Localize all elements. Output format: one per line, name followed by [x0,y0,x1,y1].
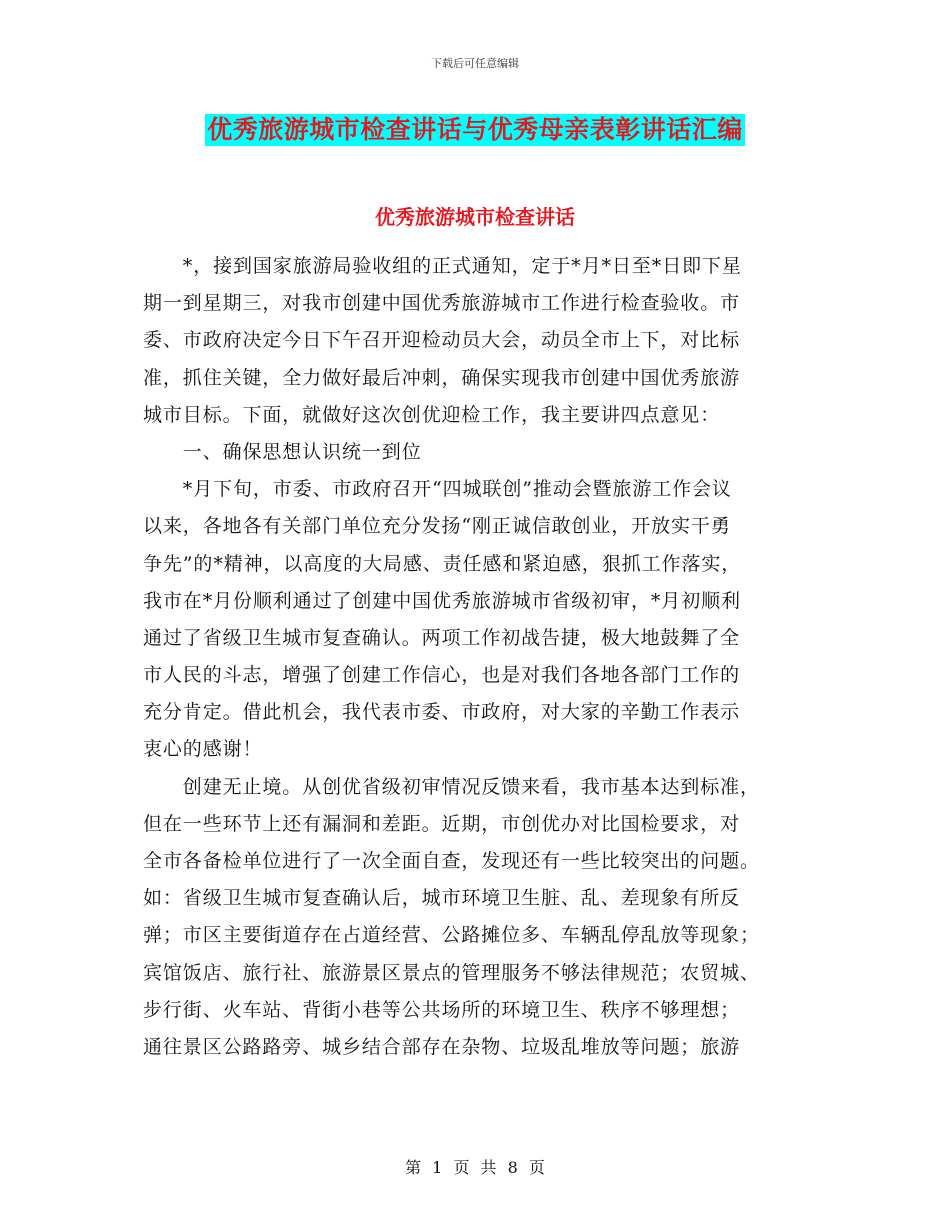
section-title: 优秀旅游城市检查讲话 [375,205,575,229]
text-line: 以来，各地各有关部门单位充分发扬“刚正诚信敢创业，开放实干勇 [143,515,731,538]
text-line: 争先”的*精神，以高度的大局感、责任感和紧迫感，狠抓工作落实， [143,552,742,575]
text-line: 我市在*月份顺利通过了创建中国优秀旅游城市省级初审，*月初顺利 [143,589,741,612]
text-line: 通往景区公路路旁、城乡结合部存在杂物、垃圾乱堆放等问题；旅游 [143,1035,741,1058]
page-header-note: 下载后可任意编辑 [431,57,519,70]
text-line: 充分肯定。借此机会，我代表市委、市政府，对大家的辛勤工作表示 [143,701,741,724]
text-line: 创建无止境。从创优省级初审情况反馈来看，我市基本达到标准， [143,775,760,798]
text-line: 如：省级卫生城市复查确认后，城市环境卫生脏、乱、差现象有所反 [143,887,741,910]
text-line: 期一到星期三，对我市创建中国优秀旅游城市工作进行检查验收。市 [143,292,741,315]
text-line: 委、市政府决定今日下午召开迎检动员大会，动员全市上下，对比标 [143,329,741,352]
main-title-container [0,114,950,146]
text-line: 但在一些环节上还有漏洞和差距。近期，市创优办对比国检要求，对 [143,812,741,835]
text-line: 城市目标。下面，就做好这次创优迎检工作，我主要讲四点意见： [143,403,721,426]
text-line: 通过了省级卫生城市复查确认。两项工作初战告捷，极大地鼓舞了全 [143,626,741,649]
main-title: 优秀旅游城市检查讲话与优秀母亲表彰讲话汇编 [207,115,743,144]
text-line: 宾馆饭店、旅行社、旅游景区景点的管理服务不够法律规范；农贸城、 [143,961,760,984]
text-line: 衷心的感谢！ [143,738,263,761]
text-line: *月下旬，市委、市政府召开“四城联创”推动会暨旅游工作会议 [143,478,732,501]
document-body [143,248,807,1066]
text-line: 弹；市区主要街道存在占道经营、公路摊位多、车辆乱停乱放等现象； [143,924,760,947]
text-line: 市人民的斗志，增强了创建工作信心，也是对我们各地各部门工作的 [143,664,741,687]
text-line: 准，抓住关键，全力做好最后冲刺，确保实现我市创建中国优秀旅游 [143,366,741,389]
page-number: 第 1 页 共 8 页 [405,1158,545,1177]
text-line: 步行街、火车站、背街小巷等公共场所的环境卫生、秩序不够理想； [143,998,741,1021]
text-line: *，接到国家旅游局验收组的正式通知，定于*月*日至*日即下星 [143,255,742,277]
text-line: 全市各备检单位进行了一次全面自查，发现还有一些比较突出的问题。 [143,850,760,872]
section-heading: 一、确保思想认识统一到位 [143,440,422,463]
